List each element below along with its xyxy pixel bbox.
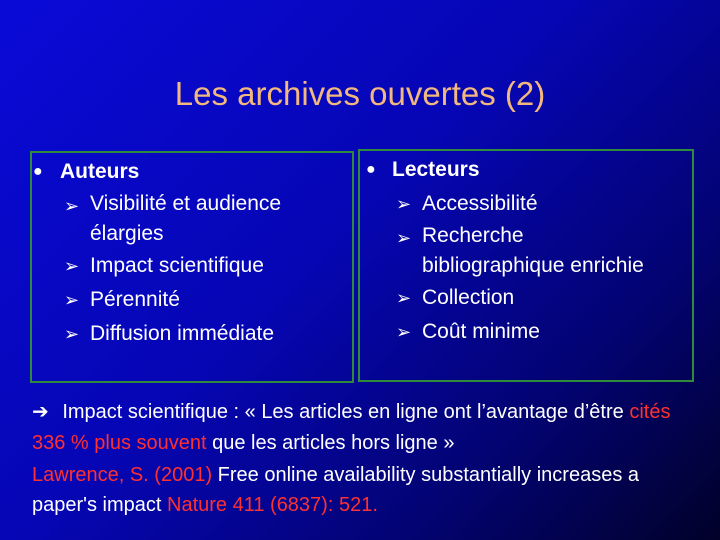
- arrow-right-icon: ➢: [396, 322, 412, 342]
- list-item: [362, 221, 692, 281]
- list-item: [30, 189, 350, 249]
- right-heading: [362, 153, 692, 187]
- list-item-text: Accessibilité: [422, 192, 538, 215]
- arrow-right-icon: ➢: [396, 228, 412, 248]
- list-item-text: Pérennité: [90, 288, 180, 311]
- quote-highlight: cités 336 % plus souvent: [32, 401, 671, 454]
- citation-source: Nature 411 (6837): 521.: [167, 494, 378, 516]
- left-column: [30, 155, 350, 351]
- list-item-text: Collection: [422, 286, 515, 309]
- arrow-right-icon: ➢: [64, 324, 80, 344]
- list-item-text-continued: élargies: [90, 222, 164, 245]
- slide-title: Les archives ouvertes (2): [174, 75, 546, 112]
- quote-text-start: Impact scientifique : « Les articles en ligne ont l’avantage d’être: [62, 401, 624, 423]
- citation-author: Lawrence, S. (2001): [32, 464, 213, 486]
- impact-quote: [32, 397, 692, 459]
- arrow-right-icon: ➢: [64, 256, 80, 276]
- list-item-text: Visibilité et audience: [90, 192, 282, 215]
- list-item-text: Recherche: [422, 224, 524, 247]
- bullet-dot-icon: ●: [33, 163, 43, 180]
- left-heading-label: Auteurs: [60, 160, 140, 183]
- list-item: [362, 315, 692, 349]
- quote-text-end: que les articles hors ligne »: [212, 432, 455, 454]
- citation-title: Free online availability substantially increases a paper's impact: [32, 464, 639, 516]
- arrow-right-icon: ➢: [64, 196, 80, 216]
- list-item-text: Impact scientifique: [90, 254, 264, 277]
- arrow-right-icon: ➢: [64, 290, 80, 310]
- right-heading-label: Lecteurs: [392, 158, 480, 181]
- list-item: [30, 249, 350, 283]
- arrow-right-icon: ➔: [32, 401, 49, 423]
- list-item: [30, 317, 350, 351]
- list-item-text: Diffusion immédiate: [90, 322, 275, 345]
- list-item-text-continued: bibliographique enrichie: [422, 254, 644, 277]
- list-item: [362, 187, 692, 221]
- list-item: [30, 283, 350, 317]
- right-column: [362, 153, 692, 349]
- left-heading: [30, 155, 350, 189]
- arrow-right-icon: ➢: [396, 288, 412, 308]
- bullet-dot-icon: ●: [366, 161, 376, 178]
- list-item: [362, 281, 692, 315]
- arrow-right-icon: ➢: [396, 194, 412, 214]
- citation-reference: [32, 460, 692, 520]
- list-item-text: Coût minime: [422, 320, 540, 343]
